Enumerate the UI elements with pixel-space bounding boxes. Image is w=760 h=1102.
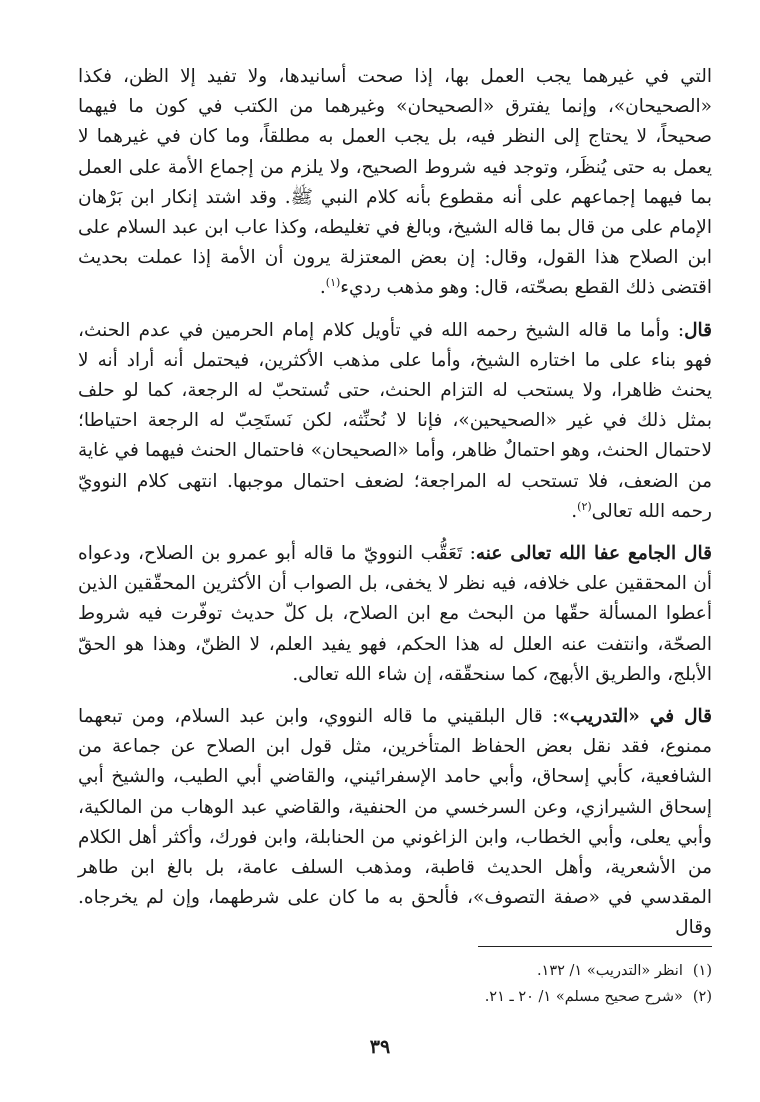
footnote-marker-2: (٢) [577,499,592,513]
footnote-2-number: (٢) [692,989,712,1005]
footnote-1-text: انظر «التدريب» ١/ ١٣٢. [536,963,683,979]
footnote-marker-1: (١) [325,276,341,290]
paragraph-4-text: : قال البلقيني ما قاله النووي، وابن عبد السلام، ومن تبعهما ممنوع، فقد نقل بعض الحفاظ المتأخرين، مثل قول ابن الصلاح عن جماعة من الشافعية، كأبي إسحاق، وأبي حامد الإسفرائيني، والقاضي أبي الطيب، والشيخ أبي إسحاق الشيرازي، وعن السرخسي من الحنفية، والقاضي عبد الوهاب من المالكية، وأبي يعلى، وأبي الخطاب، وابن الزاغوني من الحنابلة، وابن فورك، وأكثر أهل الكلام من الأشعرية، وأهل الحديث قاطبة، ومذهب السلف عامة، بل بالغ ابن طاهر المقدسي في «صفة التصوف»، فألحق به ما كان على شرطهما، وإن لم يخرجاه. وقال [78,706,712,939]
paragraph-1: التي في غيرهما يجب العمل بها، إذا صحت أسانيدها، ولا تفيد إلا الظن، فكذا «الصحيحان»، وإنما يفترق «الصحيحان» وغيرهما من الكتب في كون ما فيهما صحيحاً، لا يحتاج إلى النظر فيه، بل يجب العمل به مطلقاً، وما كان في غيرهما لا يعمل به حتى يُنظَر، وتوجد فيه شروط الصحيح، ولا يلزم من إجماع الأمة على العمل بما فيهما إجماعهم على أنه مقطوع بأنه كلام النبي ﷺ. وقد اشتد إنكار ابن بَرْهان الإمام على من قال بما قاله الشيخ، وبالغ في تغليطه، وكذا عاب ابن عبد السلام على ابن الصلاح هذا القول، وقال: إن بعض المعتزلة يرون أن الأمة إذا عملت بحديث اقتضى ذلك القطع بصحّته، قال: وهو مذهب رديء$^{(١)}$. [78,66,712,299]
paragraph-2-text: : وأما ما قاله الشيخ رحمه الله في تأويل كلام إمام الحرمين في عدم الحنث، فهو بناء على ما اختاره الشيخ، وأما على مذهب الأكثرين، فيحتمل أنه أراد أنه لا يحنث ظاهرا، ولا يستحب له التزام الحنث، حتى تُستحبّ له الرجعة، كما لو حلف بمثل ذلك في غير «الصحيحين»، فإنا لا نُحنِّثه، لكن نَستَحِبّ له الرجعة احتياطا؛ لاحتمال الحنث، وهو احتمالٌ ظاهر، وأما «الصحيحان» فاحتمال الحنث فيهما في غاية من الضعف، فلا تستحب له المراجعة؛ لضعف احتمال موجبها. انتهى كلام النوويّ رحمه الله تعالى [78,319,712,522]
paragraph-2-lead: قال [684,319,712,341]
footnotes [78,958,712,1010]
paragraph-4 [78,702,712,944]
footnote-1 [78,958,712,984]
paragraph-3-text: : تَعَقُّب النوويّ ما قاله أبو عمرو بن الصلاح، ودعواه أن المحققين على خلافه، فيه نظر لا يخفى، بل الصواب أن الأكثرين المحقّقين الذين أعطوا المسألة حقّها من البحث مع ابن الصلاح، بل كلّ حديث توفّرت فيه شروط الصحّة، وانتفت عنه العلل له هذا الحكم، فهو يفيد العلم، لا الظنّ، وهذا هو الحقّ الأبلج، والطريق الأبهج، كما سنحقّقه، إن شاء الله تعالى. [78,543,712,685]
paragraph-3 [78,539,712,690]
footnote-2 [78,984,712,1010]
paragraph-1-text: التي في غيرهما يجب العمل بها، إذا صحت أسانيدها، ولا تفيد إلا الظن، فكذا «الصحيحان»، وإنما يفترق «الصحيحان» وغيرهما من الكتب في كون ما فيهما صحيحاً، لا يحتاج إلى النظر فيه، بل يجب العمل به مطلقاً، وما كان في غيرهما لا يعمل به حتى يُنظَر، وتوجد فيه شروط الصحيح، ولا يلزم من إجماع الأمة على العمل بما فيهما إجماعهم على أنه مقطوع بأنه كلام النبي ﷺ. وقد اشتد إنكار ابن بَرْهان الإمام على من قال بما قاله الشيخ، وبالغ في تغليطه، وكذا عاب ابن عبد السلام على ابن الصلاح هذا القول، وقال: إن بعض المعتزلة يرون أن الأمة إذا عملت بحديث اقتضى ذلك القطع بصحّته، قال: وهو مذهب رديء [78,66,712,299]
page-number: ٣٩ [369,1036,391,1058]
footnote-1-number: (١) [692,963,712,979]
footnote-2-text: «شرح صحيح مسلم» ١/ ٢٠ ـ ٢١. [484,989,683,1005]
paragraph-2: قال: وأما ما قاله الشيخ رحمه الله في تأويل كلام إمام الحرمين في عدم الحنث، فهو بناء على ما اختاره الشيخ، وأما على مذهب الأكثرين، فيحتمل أنه أراد أنه لا يحنث ظاهرا، ولا يستحب له التزام الحنث، حتى تُستحبّ له الرجعة، كما لو حلف بمثل ذلك في غير «الصحيحين»، فإنا لا نُحنِّثه، لكن نَستَحِبّ له الرجعة احتياطا؛ لاحتمال الحنث، وهو احتمالٌ ظاهر، وأما «الصحيحان» فاحتمال الحنث فيهما في غاية من الضعف، فلا تستحب له المراجعة؛ لضعف احتمال موجبها. انتهى كلام النوويّ رحمه الله تعالى$^{(٢)}$. [78,319,712,522]
main-text [78,62,712,944]
paragraph-4-lead: قال في «التدريب» [558,706,712,728]
footnote-divider [478,946,712,947]
paragraph-3-lead: قال الجامع عفا الله تعالى عنه [475,543,712,565]
